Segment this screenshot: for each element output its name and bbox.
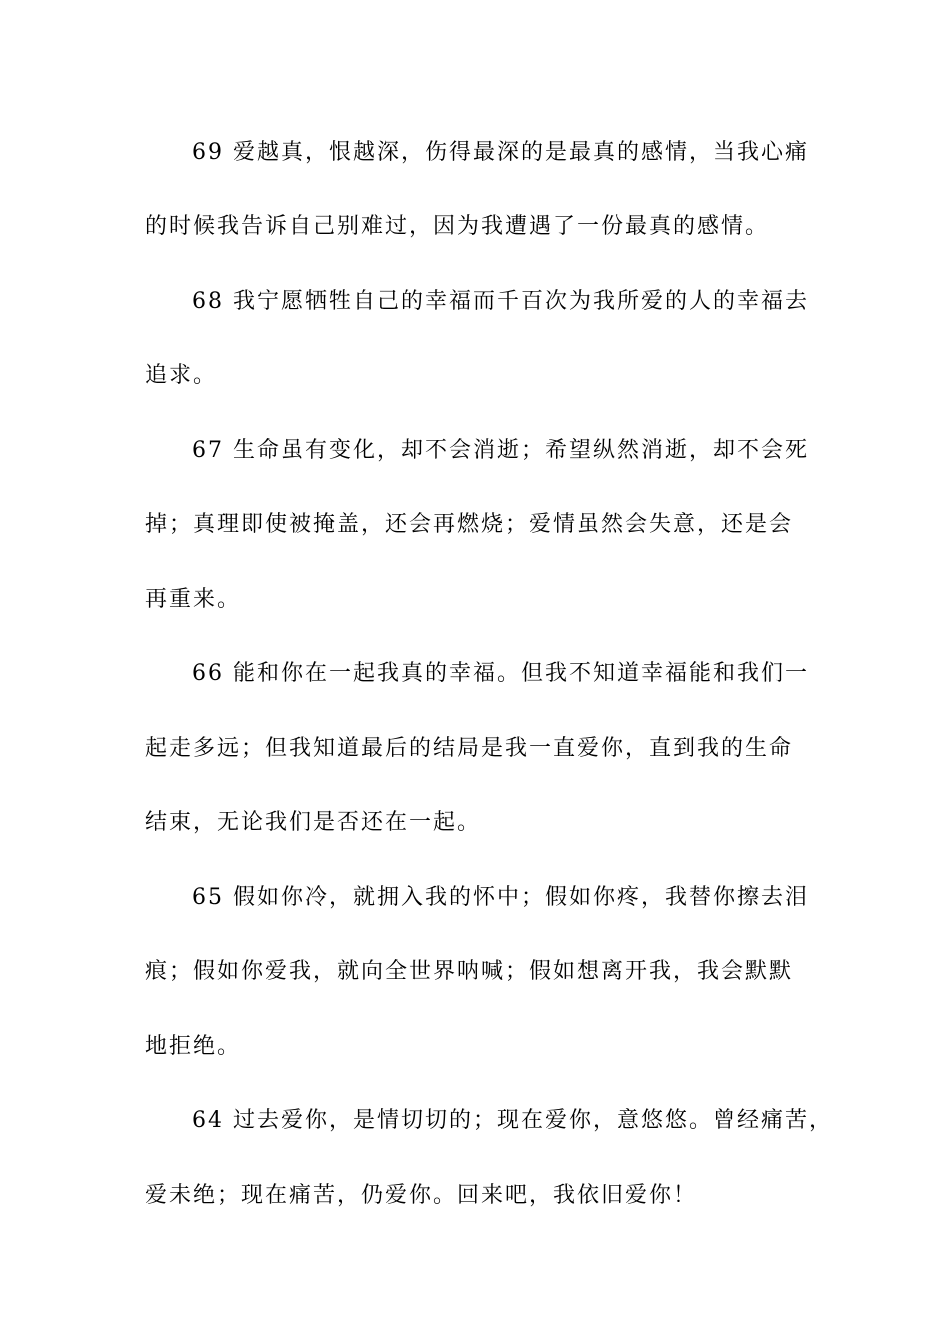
paragraph-66-line-3: 结束，无论我们是否还在一起。 — [145, 810, 482, 835]
paragraph-67-line-1: 67 生命虽有变化，却不会消逝；希望纵然消逝，却不会死 — [192, 438, 809, 463]
paragraph-65-line-1: 65 假如你冷，就拥入我的怀中；假如你疼，我替你擦去泪 — [192, 885, 809, 910]
paragraph-67-line-2: 掉；真理即使被掩盖，还会再燃烧；爱情虽然会失意，还是会 — [145, 512, 794, 537]
paragraph-64-line-1: 64 过去爱你，是情切切的；现在爱你，意悠悠。曾经痛苦， — [192, 1108, 833, 1133]
paragraph-65-line-3: 地拒绝。 — [145, 1034, 242, 1059]
paragraph-66-line-2: 起走多远；但我知道最后的结局是我一直爱你，直到我的生命 — [145, 736, 794, 761]
paragraph-67-line-3: 再重来。 — [145, 587, 242, 612]
paragraph-69-line-1: 69 爱越真，恨越深，伤得最深的是最真的感情，当我心痛 — [192, 140, 809, 165]
paragraph-64-line-2: 爱未绝；现在痛苦，仍爱你。回来吧，我依旧爱你！ — [145, 1183, 698, 1208]
paragraph-65-line-2: 痕；假如你爱我，就向全世界呐喊；假如想离开我，我会默默 — [145, 959, 794, 984]
paragraph-69-line-2: 的时候我告诉自己别难过，因为我遭遇了一份最真的感情。 — [145, 214, 770, 239]
paragraph-66-line-1: 66 能和你在一起我真的幸福。但我不知道幸福能和我们一 — [192, 661, 809, 686]
paragraph-68-line-2: 追求。 — [145, 363, 218, 388]
paragraph-68-line-1: 68 我宁愿牺牲自己的幸福而千百次为我所爱的人的幸福去 — [192, 289, 809, 314]
